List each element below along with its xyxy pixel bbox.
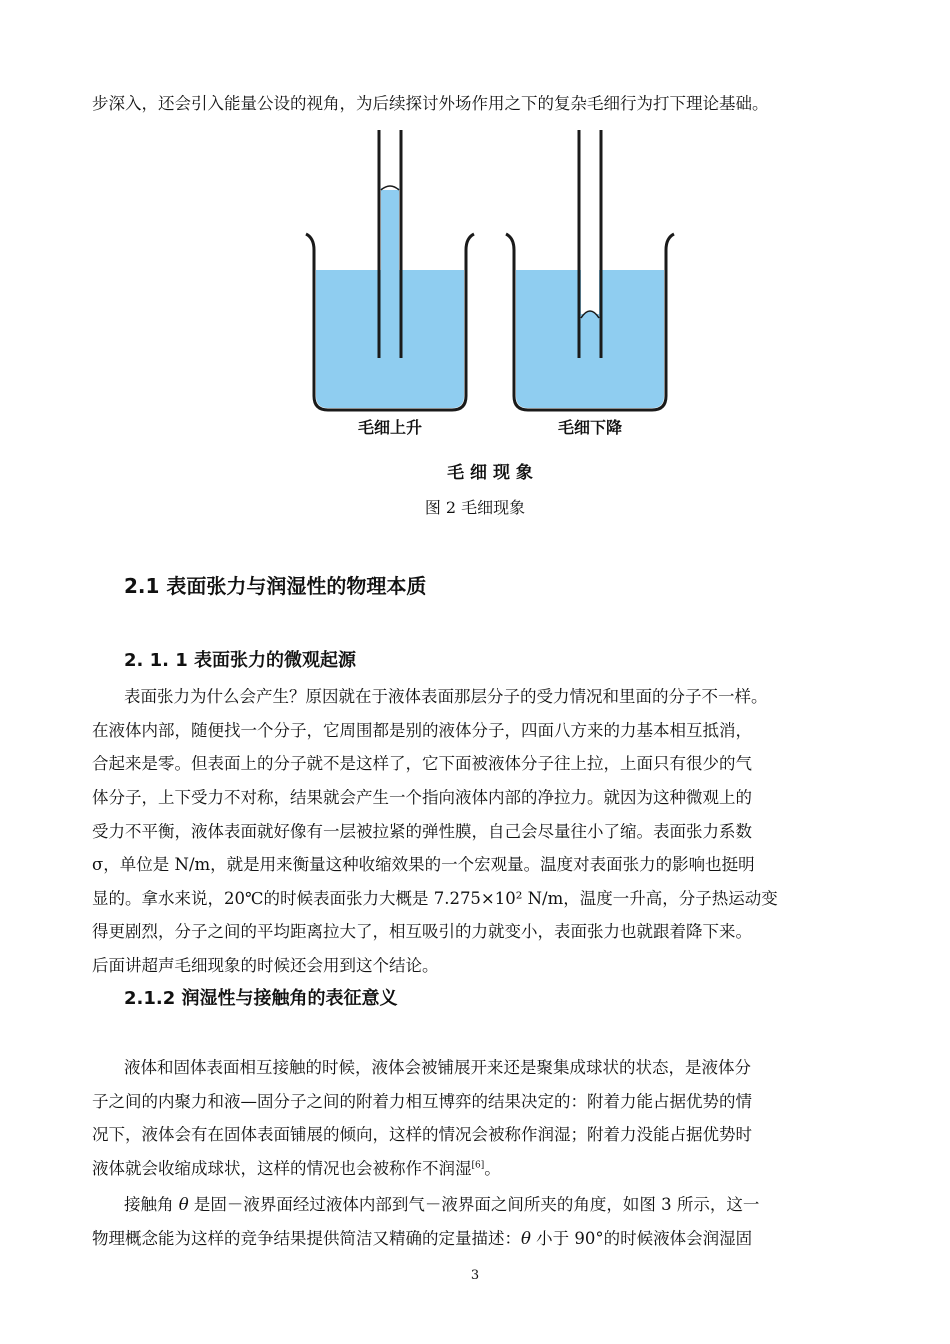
paragraph-line: 合起来是零。但表面上的分子就不是这样了，它下面被液体分子往上拉，上面只有很少的气 (92, 754, 752, 773)
paragraph-line: 表面张力为什么会产生？原因就在于液体表面那层分子的受力情况和里面的分子不一样。 (124, 687, 768, 706)
subsection-title-2: 2.1.2 润湿性与接触角的表征意义 (124, 988, 398, 1009)
paragraph-line: 况下，液体会有在固体表面铺展的倾向，这样的情况会被称作润湿；附着力没能占据优势时 (92, 1125, 752, 1144)
paragraph-line: σ，单位是 N/m，就是用来衡量这种收缩效果的一个宏观量。温度对表面张力的影响也挺明 (92, 855, 755, 874)
paragraph-line: 得更剧烈，分子之间的平均距离拉大了，相互吸引的力就变小，表面张力也就跟着降下来。 (92, 922, 752, 941)
figure-caption: 图 2 毛细现象 (424, 498, 526, 517)
figure-title: 毛 细 现 象 (447, 463, 533, 483)
paragraph-line: 受力不平衡，液体表面就好像有一层被拉紧的弹性膜，自己会尽量往小了缩。表面张力系数 (92, 822, 752, 841)
paragraph-text: 物理概念能为这样的竞争结果提供简洁又精确的定量描述： (92, 1229, 521, 1248)
paragraph-line: 显的。拿水来说，20℃的时候表面张力大概是 7.275×10² N/m，温度一升高，分子热运动变 (92, 889, 778, 908)
subsection-title-1: 2. 1. 1 表面张力的微观起源 (124, 650, 357, 671)
capillary-figure (300, 128, 680, 488)
paragraph-text: 小于 90°的时候液体会润湿固 (530, 1229, 753, 1248)
theta-symbol: θ (178, 1195, 189, 1214)
paragraph-line: 液体和固体表面相互接触的时候，液体会被铺展开来还是聚集成球状的状态，是液体分 (124, 1058, 751, 1077)
paragraph-text: 是固－液界面经过液体内部到气－液界面之间所夹的角度，如图 3 所示，这一 (188, 1195, 760, 1214)
paragraph-line (92, 1229, 862, 1249)
capillary-fall-label: 毛细下降 (557, 418, 623, 437)
paragraph-line: 子之间的内聚力和液—固分子之间的附着力相互博弈的结果决定的：附着力能占据优势的情 (92, 1092, 752, 1111)
paragraph-line: 在液体内部，随便找一个分子，它周围都是别的液体分子，四面八方来的力基本相互抵消， (92, 721, 752, 740)
capillary-rise-beaker (306, 130, 474, 410)
citation-ref: [6] (471, 1160, 485, 1171)
paragraph-text: 液体就会收缩成球状，这样的情况也会被称作不润湿 (92, 1159, 472, 1178)
theta-symbol: θ (521, 1229, 531, 1248)
paragraph-line: 体分子，上下受力不对称，结果就会产生一个指向液体内部的净拉力。就因为这种微观上的 (92, 788, 752, 807)
paragraph-line (124, 1195, 894, 1215)
section-title: 2.1 表面张力与润湿性的物理本质 (124, 574, 427, 598)
capillary-rise-label: 毛细上升 (357, 418, 423, 437)
intro-paragraph-line: 步深入，还会引入能量公设的视角，为后续探讨外场作用之下的复杂毛细行为打下理论基础。 (92, 94, 769, 113)
paragraph-line: 后面讲超声毛细现象的时候还会用到这个结论。 (92, 956, 439, 975)
paragraph-text: 。 (484, 1159, 501, 1178)
capillary-fall-beaker (506, 130, 674, 410)
page-number: 3 (470, 1268, 480, 1283)
paragraph-text: 接触角 (124, 1195, 179, 1214)
paragraph-line (92, 1159, 862, 1179)
